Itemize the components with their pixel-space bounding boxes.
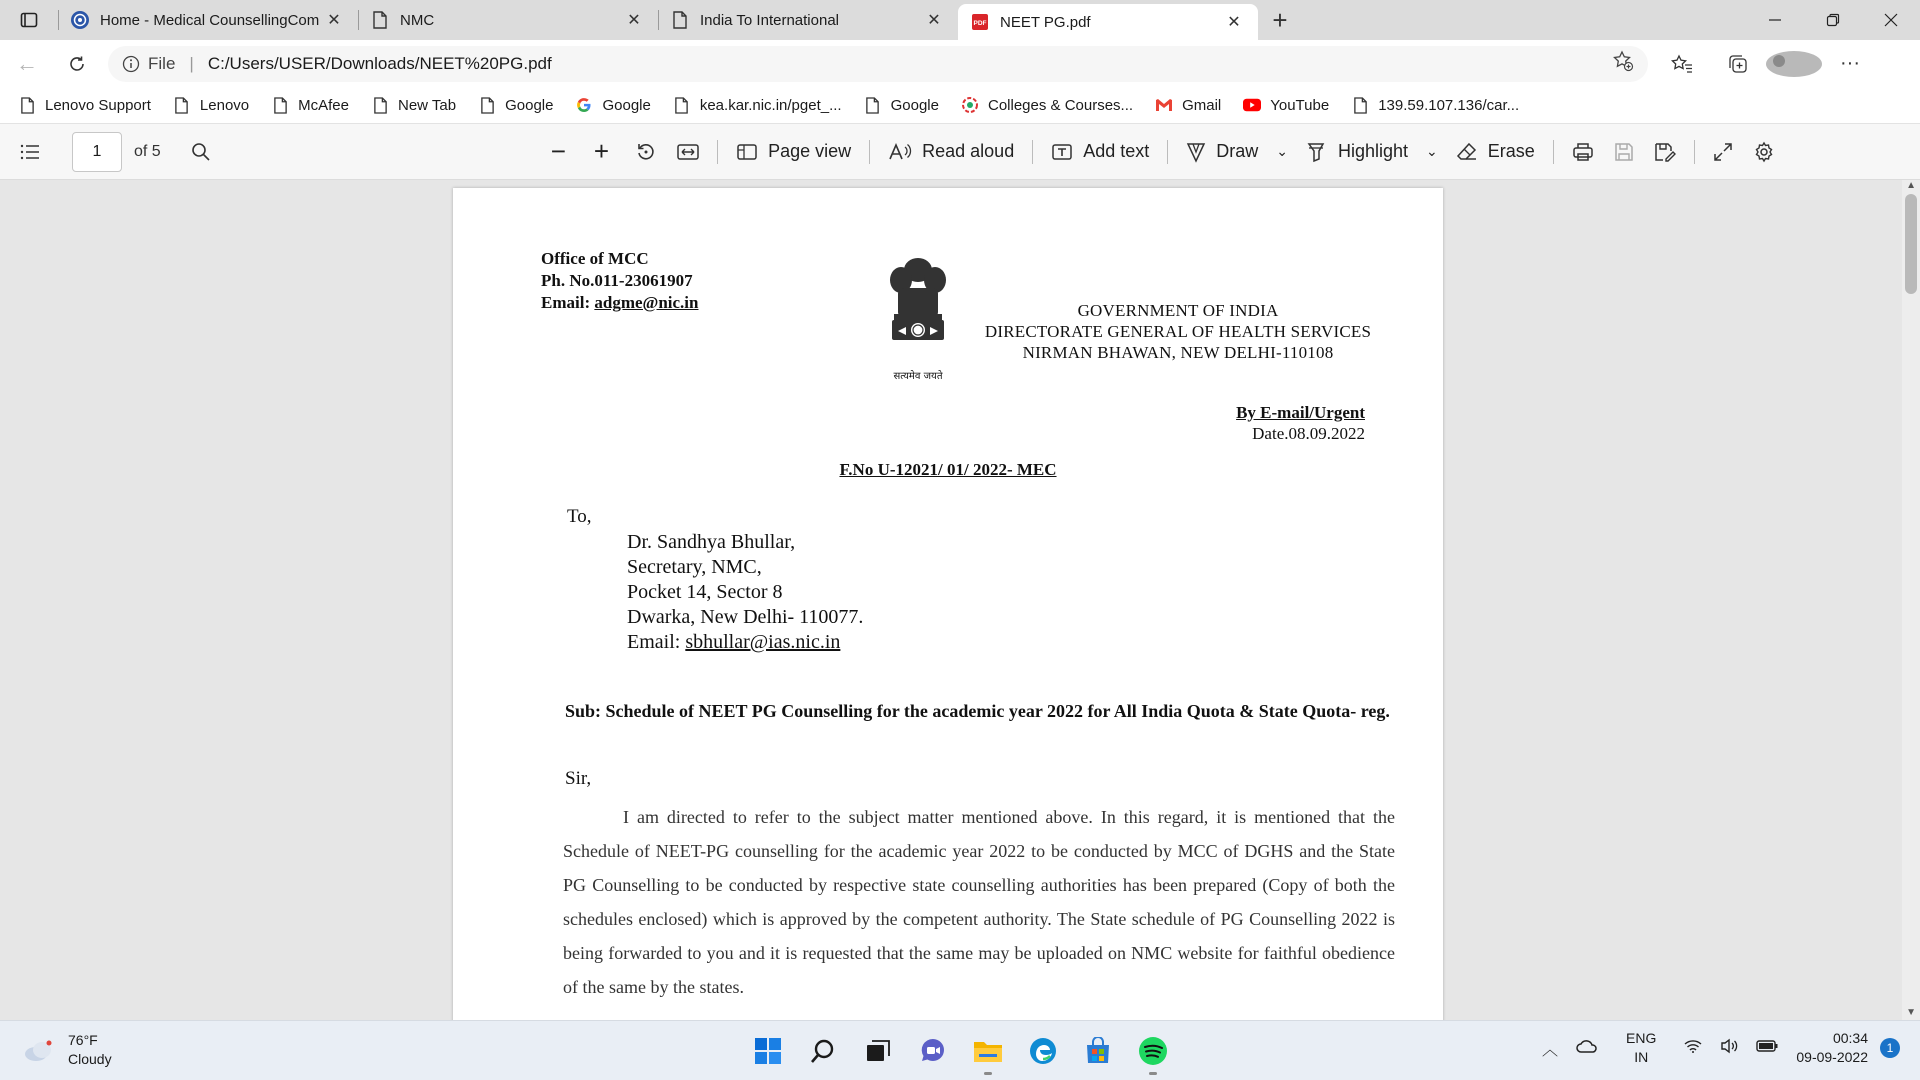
- chevron-down-icon: ⌄: [1426, 143, 1438, 159]
- toolbar-divider: [869, 140, 870, 164]
- window-controls: [1746, 0, 1920, 40]
- rotate-button[interactable]: [625, 132, 667, 172]
- taskbar-search-button[interactable]: [803, 1031, 843, 1071]
- page-view-icon: [736, 142, 758, 162]
- tab-actions-icon: [20, 11, 38, 29]
- print-button[interactable]: [1562, 132, 1604, 172]
- tab-title: NMC: [400, 11, 435, 29]
- favorite-label: 139.59.107.136/car...: [1378, 96, 1520, 114]
- close-icon[interactable]: ✕: [1227, 14, 1241, 31]
- favorite-item[interactable]: [371, 96, 456, 114]
- favorite-label: Google: [890, 96, 939, 114]
- favorite-label: Colleges & Courses...: [987, 96, 1134, 114]
- file-number-text: F.No U-12021/ 01/ 2022- MEC: [839, 460, 1057, 479]
- page-icon: [864, 96, 882, 114]
- start-button[interactable]: [748, 1031, 788, 1071]
- add-favorite-button[interactable]: [1612, 50, 1634, 78]
- draw-label: Draw: [1216, 141, 1259, 161]
- battery-button[interactable]: [1756, 1039, 1778, 1057]
- favorites-button[interactable]: [1654, 51, 1710, 77]
- pdf-page: [453, 188, 1443, 1020]
- favorite-item[interactable]: [1243, 96, 1329, 114]
- read-aloud-button[interactable]: [878, 132, 1024, 172]
- govt-line: GOVERNMENT OF INDIA: [1077, 301, 1279, 320]
- addressee-block: [627, 530, 863, 655]
- scroll-up-icon[interactable]: ▲: [1906, 180, 1916, 191]
- search-icon: [810, 1038, 836, 1064]
- system-tray: [1542, 1029, 1900, 1067]
- info-icon: [122, 55, 140, 73]
- battery-icon: [1756, 1040, 1778, 1052]
- expand-icon: [1713, 142, 1733, 162]
- page-icon: [673, 96, 691, 114]
- weather-desc: Cloudy: [68, 1051, 112, 1067]
- scrollbar-thumb[interactable]: [1905, 194, 1917, 294]
- plus-icon: +: [1272, 4, 1288, 35]
- email-label: Email:: [541, 293, 595, 312]
- erase-button[interactable]: [1446, 132, 1545, 172]
- minimize-button[interactable]: [1746, 0, 1804, 40]
- region-code: IN: [1634, 1049, 1649, 1065]
- tab-neet-pg-pdf[interactable]: [958, 4, 1258, 40]
- favorites-icon: [1671, 53, 1693, 75]
- tab-title: India To International: [700, 11, 839, 29]
- save-as-icon: [1654, 142, 1676, 162]
- mcc-logo-icon: [70, 10, 90, 30]
- edge-browser-button[interactable]: [1023, 1031, 1063, 1071]
- printer-icon: [1572, 141, 1594, 163]
- office-line: Office of MCC: [541, 249, 649, 268]
- back-button[interactable]: [4, 46, 50, 82]
- spotify-button[interactable]: [1133, 1031, 1173, 1071]
- page-icon: [18, 96, 36, 114]
- chevron-down-icon: ⌄: [1276, 143, 1288, 159]
- close-icon[interactable]: ✕: [627, 12, 641, 29]
- toolbar-icons: [1654, 51, 1878, 77]
- addressee-email-line: [627, 630, 863, 655]
- favorite-item[interactable]: [1155, 96, 1221, 114]
- subject-line: Sub: Schedule of NEET PG Counselling for the academic year 2022 for All India Quota & State Quota- reg.: [565, 701, 1390, 721]
- save-button[interactable]: [1604, 132, 1644, 172]
- favorite-label: Google: [602, 96, 651, 114]
- close-window-button[interactable]: [1862, 0, 1920, 40]
- arrow-left-icon: ←: [16, 50, 38, 76]
- clock-date: 09-09-2022: [1796, 1049, 1868, 1065]
- save-icon: [1614, 142, 1634, 162]
- site-info-button[interactable]: [122, 54, 175, 74]
- body-text: I am directed to refer to the subject matter mentioned above. In this regard, it is mentioned that the Schedule of NEET-PG counselling for the academic year 2022 to be conducted by MCC of DGHS and the State PG Counselling to be conducted by respective state counselling authorities has been prepared (Copy of both the schedules enclosed) which is approved by the competent authority. The State schedule of PG Counselling 2022 is being forwarded to you and it is requested that the same may be uploaded on NMC website for faithful obedience of the same by the states.: [563, 807, 1395, 997]
- fit-width-icon: [677, 143, 699, 161]
- taskbar-apps: [748, 1031, 1188, 1071]
- pdf-viewer[interactable]: [0, 180, 1920, 1020]
- svg-text:PDF: PDF: [973, 20, 987, 27]
- favorite-item[interactable]: [961, 96, 1133, 114]
- star-add-icon: [1612, 50, 1634, 72]
- favorite-label: New Tab: [398, 96, 457, 114]
- wifi-icon: [1684, 1039, 1702, 1053]
- eraser-icon: [1456, 141, 1478, 163]
- notification-badge[interactable]: 1: [1880, 1038, 1900, 1058]
- text-box-icon: [1051, 142, 1073, 162]
- favorite-label: Lenovo: [199, 96, 250, 114]
- task-view-button[interactable]: [858, 1031, 898, 1071]
- highlight-button[interactable]: [1296, 132, 1418, 172]
- page-icon: [478, 96, 496, 114]
- clock-button[interactable]: [1796, 1029, 1868, 1067]
- gmail-icon: [1155, 96, 1173, 114]
- body-paragraph: [563, 800, 1395, 1004]
- toolbar-divider: [717, 140, 718, 164]
- toolbar-divider: [1694, 140, 1695, 164]
- page-number-input[interactable]: 1: [72, 132, 122, 172]
- refresh-button[interactable]: [54, 46, 100, 82]
- addressee-email-link[interactable]: sbhullar@ias.nic.in: [685, 631, 841, 653]
- sender-block: [541, 248, 698, 314]
- favorite-label: McAfee: [298, 96, 349, 114]
- weather-temp: 76°F: [68, 1032, 98, 1048]
- file-explorer-button[interactable]: [968, 1031, 1008, 1071]
- collections-icon: [1727, 53, 1749, 75]
- pdf-icon: [970, 12, 990, 32]
- weather-widget[interactable]: [22, 1031, 112, 1069]
- close-icon: [1884, 13, 1898, 27]
- zoom-out-button[interactable]: [541, 132, 576, 172]
- tab-strip: [0, 0, 1920, 40]
- favorite-item[interactable]: [173, 96, 249, 114]
- favorites-bar: [0, 87, 1920, 124]
- close-icon[interactable]: ✕: [327, 12, 341, 29]
- favorite-label: Lenovo Support: [45, 96, 151, 114]
- favorite-item[interactable]: [673, 96, 842, 114]
- fullscreen-button[interactable]: [1703, 132, 1743, 172]
- tab-india-to-international[interactable]: [658, 0, 958, 40]
- onedrive-cloud-icon: [1576, 1039, 1598, 1053]
- teams-chat-icon: [919, 1037, 947, 1065]
- settings-menu-button[interactable]: [1822, 51, 1878, 77]
- favorite-label: YouTube: [1270, 96, 1330, 114]
- email-label: Email:: [627, 631, 686, 653]
- profile-button[interactable]: [1766, 51, 1822, 77]
- fit-to-width-button[interactable]: [667, 132, 709, 172]
- page-icon: [1351, 96, 1369, 114]
- add-text-label: Add text: [1083, 141, 1150, 161]
- tab-nmc[interactable]: [358, 0, 658, 40]
- onedrive-button[interactable]: [1576, 1039, 1598, 1058]
- highlighter-icon: [1306, 141, 1328, 163]
- page-icon: [173, 96, 191, 114]
- scroll-down-icon[interactable]: ▼: [1906, 1007, 1916, 1018]
- department-heading: [953, 300, 1403, 363]
- spotify-icon: [1138, 1036, 1168, 1066]
- favorite-item[interactable]: [478, 96, 553, 114]
- vertical-scrollbar[interactable]: [1902, 180, 1920, 1020]
- tab-mcc[interactable]: [58, 0, 358, 40]
- google-g-icon: [575, 96, 593, 114]
- highlight-options-dropdown[interactable]: [1418, 132, 1446, 172]
- urgency-block: [1236, 402, 1365, 444]
- windows-logo-icon: [754, 1037, 782, 1065]
- read-aloud-label: Read aloud: [922, 141, 1015, 161]
- address-bar[interactable]: [108, 46, 1648, 82]
- list-icon: [20, 144, 40, 160]
- favorite-label: kea.kar.nic.in/pget_...: [699, 96, 842, 114]
- address-separator: |: [189, 53, 194, 73]
- restore-button[interactable]: [1804, 0, 1862, 40]
- tab-title: NEET PG.pdf: [1000, 13, 1091, 31]
- find-button[interactable]: [181, 132, 221, 172]
- chevron-up-icon: ︿: [1542, 1041, 1559, 1059]
- store-icon: [1084, 1037, 1112, 1065]
- input-language-button[interactable]: [1626, 1029, 1656, 1067]
- letter-date: Date.08.09.2022: [1252, 424, 1365, 443]
- urgent-label: By E-mail/Urgent: [1236, 403, 1365, 422]
- page-icon: [370, 10, 390, 30]
- toolbar-divider: [1167, 140, 1168, 164]
- page-icon: [271, 96, 289, 114]
- search-icon: [191, 142, 211, 162]
- favorite-label: Google: [505, 96, 554, 114]
- office-email-line: [541, 292, 698, 314]
- page-icon: [371, 96, 389, 114]
- addressee-line: Dr. Sandhya Bhullar,: [627, 531, 796, 553]
- task-view-icon: [865, 1039, 891, 1063]
- collections-button[interactable]: [1710, 51, 1766, 77]
- restore-icon: [1826, 13, 1840, 27]
- more-icon: ···: [1840, 52, 1860, 74]
- favorite-item[interactable]: [271, 96, 349, 114]
- gear-icon: [1753, 141, 1775, 163]
- speaker-icon: [1720, 1038, 1738, 1054]
- toolbar-divider: [1553, 140, 1554, 164]
- draw-icon: [1186, 141, 1206, 163]
- save-as-button[interactable]: [1644, 132, 1686, 172]
- page-view-label: Page view: [768, 141, 852, 161]
- page-icon: [670, 10, 690, 30]
- to-label: To,: [567, 506, 592, 527]
- emblem-caption: सत्यमेव जयते: [893, 371, 943, 382]
- office-line: Ph. No.011-23061907: [541, 271, 693, 290]
- table-of-contents-button[interactable]: [10, 132, 50, 172]
- read-aloud-icon: [888, 142, 912, 162]
- avatar: [1766, 51, 1822, 77]
- chat-button[interactable]: [913, 1031, 953, 1071]
- draw-options-dropdown[interactable]: [1268, 132, 1296, 172]
- draw-button[interactable]: [1176, 132, 1268, 172]
- page-count: of 5: [134, 142, 161, 160]
- minimize-icon: [1768, 13, 1782, 27]
- addressee-line: Secretary, NMC,: [627, 556, 762, 578]
- tab-title: Home - Medical CounsellingCom: [100, 11, 320, 29]
- plus-icon: +: [593, 136, 610, 166]
- favorite-item[interactable]: [864, 96, 939, 114]
- highlight-label: Highlight: [1338, 141, 1409, 161]
- close-icon[interactable]: ✕: [927, 12, 941, 29]
- zoom-in-button[interactable]: [584, 132, 619, 172]
- salutation: Sir,: [565, 768, 592, 789]
- cloudy-weather-icon: [22, 1039, 56, 1061]
- favorite-item[interactable]: [575, 96, 650, 114]
- youtube-icon: [1243, 96, 1261, 114]
- edge-icon: [1028, 1036, 1058, 1066]
- colleges-logo-icon: [961, 96, 979, 114]
- addressee-line: Pocket 14, Sector 8: [627, 581, 783, 603]
- page-view-button[interactable]: [726, 132, 861, 172]
- language-code: ENG: [1626, 1030, 1657, 1046]
- file-number: [453, 460, 1443, 480]
- scheme-label: File: [148, 53, 176, 73]
- new-tab-button[interactable]: [1258, 0, 1302, 40]
- favorite-item[interactable]: [18, 96, 151, 114]
- favorite-item[interactable]: [1351, 96, 1519, 114]
- addressee-line: Dwarka, New Delhi- 110077.: [627, 606, 864, 628]
- pdf-settings-button[interactable]: [1743, 132, 1785, 172]
- office-email-link[interactable]: adgme@nic.in: [594, 293, 699, 312]
- rotate-icon: [635, 141, 657, 163]
- refresh-icon: [67, 54, 87, 74]
- browser-toolbar: [0, 40, 1920, 87]
- favorite-label: Gmail: [1182, 96, 1222, 114]
- toolbar-divider: [1032, 140, 1033, 164]
- folder-icon: [973, 1038, 1003, 1064]
- taskbar: [0, 1020, 1920, 1080]
- volume-button[interactable]: [1720, 1038, 1738, 1059]
- tab-actions-button[interactable]: [0, 0, 58, 40]
- network-button[interactable]: [1684, 1039, 1702, 1058]
- clock-time: 00:34: [1832, 1030, 1868, 1046]
- show-hidden-icons-button[interactable]: [1542, 1037, 1558, 1060]
- microsoft-store-button[interactable]: [1078, 1031, 1118, 1071]
- add-text-button[interactable]: [1041, 132, 1159, 172]
- minus-icon: −: [550, 136, 566, 166]
- govt-line: NIRMAN BHAWAN, NEW DELHI-110108: [1022, 343, 1334, 362]
- govt-line: DIRECTORATE GENERAL OF HEALTH SERVICES: [984, 322, 1372, 341]
- erase-label: Erase: [1487, 141, 1535, 161]
- pdf-toolbar: [0, 124, 1920, 180]
- url-text[interactable]: C:/Users/USER/Downloads/NEET%20PG.pdf: [207, 53, 552, 73]
